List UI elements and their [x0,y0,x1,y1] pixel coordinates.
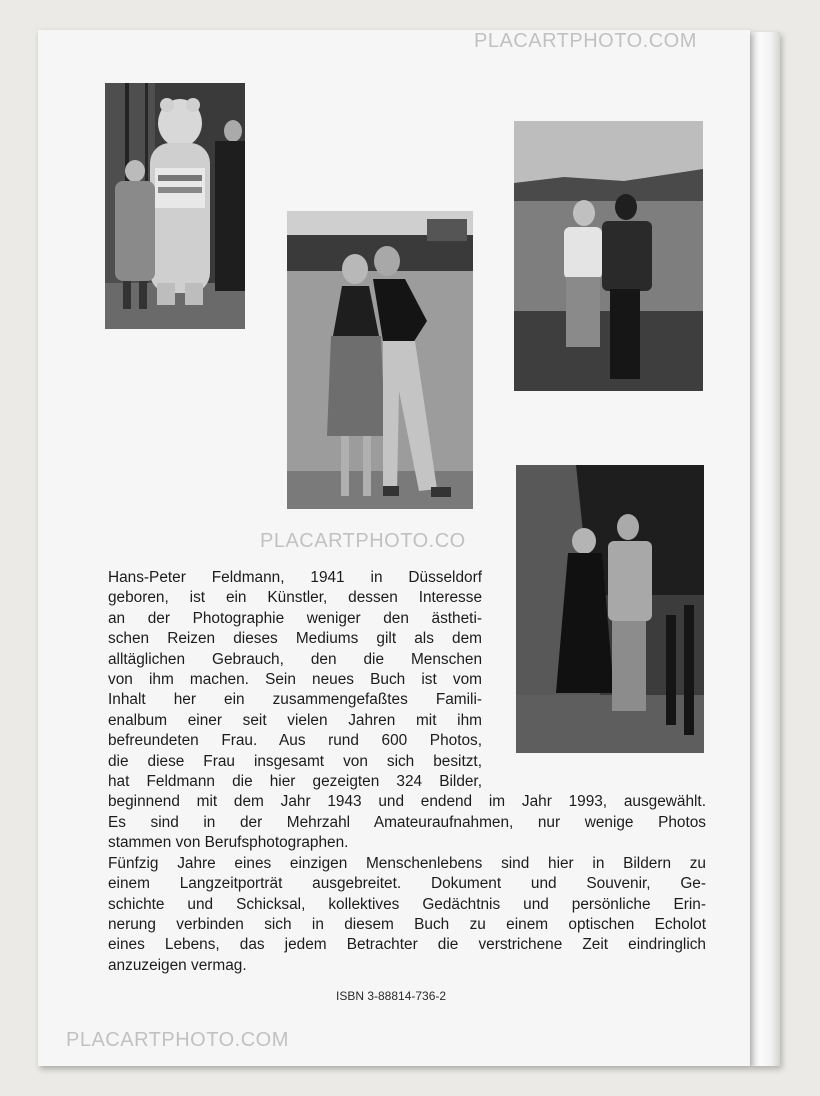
isbn-number: ISBN 3-88814-736-2 [336,989,447,1003]
description-line: alltäglichen Gebrauch, den die Menschen [108,650,482,668]
description-line: nerung verbinden sich in diesem Buch zu einem optischen Echolot [108,915,706,933]
watermark-bottom: PLACARTPHOTO.COM [66,1029,289,1051]
bear-costume-image [105,83,245,329]
description-line: die diese Frau insgesamt von sich besitzt, [108,752,482,770]
photo-couple-landscape [514,121,703,391]
watermark-middle: PLACARTPHOTO.CO [260,530,466,552]
description-line: Hans-Peter Feldmann, 1941 in Düsseldorf [108,569,482,586]
couple-posing-image [287,211,473,509]
description-line: enalbum einer seit vielen Jahren mit ihm [108,711,482,729]
description-line: beginnend mit dem Jahr 1943 und endend im Jahr 1993, ausgewählt. [108,793,706,811]
description-line: stammen von Berufsphotographen. [108,834,349,852]
description-line: Inhalt her ein zusammengefaßtes Famili- [108,691,482,709]
description-line: eines Lebens, das jedem Betrachter die verstrichene Zeit eindringlich [108,936,706,954]
description-line: schichte und Schicksal, kollektives Gedächtnis und persönliche Erin- [108,895,706,913]
watermark-top: PLACARTPHOTO.COM [474,30,697,52]
book-description [108,568,708,976]
description-line: Fünfzig Jahre eines einzigen Menschenlebens sind hier in Bildern zu [108,854,706,872]
couple-landscape-image [514,121,703,391]
description-line: einem Langzeitporträt ausgebreitet. Dokument und Souvenir, Ge- [108,875,706,893]
description-line: schen Reizen dieses Mediums gilt als dem [108,630,482,648]
description-line: hat Feldmann die hier gezeigten 324 Bilder, [108,773,482,791]
description-line: geboren, ist ein Künstler, dessen Interesse [108,589,482,607]
description-line: Es sind in der Mehrzahl Amateuraufnahmen, nur wenige Photos [108,813,706,831]
description-line: anzuzeigen vermag. [108,956,247,974]
description-line: von ihm machen. Sein neues Buch ist vom [108,671,482,689]
description-line: an der Photographie weniger den ästheti- [108,609,482,627]
photo-bear-costume [105,83,245,329]
photo-couple-posing [287,211,473,509]
description-line: befreundeten Frau. Aus rund 600 Photos, [108,732,482,750]
book-spine [750,32,780,1066]
